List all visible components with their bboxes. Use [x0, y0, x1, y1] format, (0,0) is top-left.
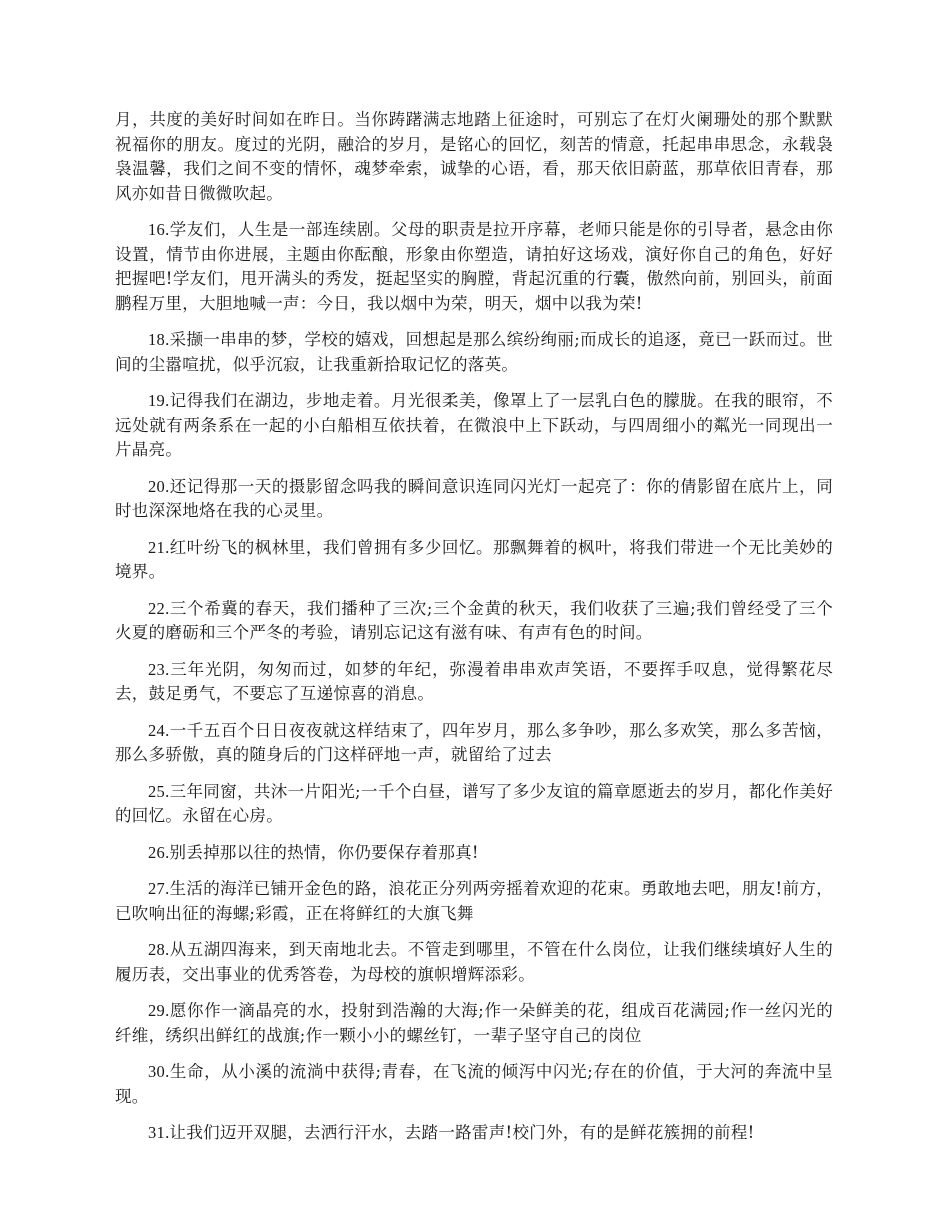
paragraph-26	[115, 841, 833, 866]
paragraph-number: 18.	[148, 330, 170, 349]
paragraph-text: 愿你作一滴晶亮的水，投射到浩瀚的大海;作一朵鲜美的花，组成百花满园;作一丝闪光的纤维，绣织出鲜红的战旗;作一颗小小的螺丝钉，一辈子坚守自己的岗位	[115, 1001, 833, 1045]
paragraph-29	[115, 999, 833, 1048]
paragraph-text: 三个希冀的春天，我们播种了三次;三个金黄的秋天，我们收获了三遍;我们曾经受了三个火夏的磨砺和三个严冬的考验，请别忘记这有滋有味、有声有色的时间。	[115, 598, 833, 642]
paragraph-continued	[115, 108, 833, 206]
document-body	[115, 108, 833, 1158]
paragraph-number: 22.	[148, 598, 170, 618]
paragraph-text: 三年同窗，共沐一片阳光;一千个白昼，谱写了多少友谊的篇章愿逝去的岁月，都化作美好的回忆。永留在心房。	[115, 781, 833, 825]
paragraph-number: 26.	[148, 842, 170, 862]
paragraph-number: 19.	[148, 391, 170, 410]
paragraph-text: 让我们迈开双腿，去洒行汗水，去踏一路雷声!校门外，有的是鲜花簇拥的前程!	[169, 1123, 755, 1142]
paragraph-text: 采撷一串串的梦，学校的嬉戏，回想起是那么缤纷绚丽;而成长的追逐，竟已一跃而过。世间的尘嚣喧扰，似乎沉寂，让我重新拾取记忆的落英。	[115, 330, 833, 374]
paragraph-text: 学友们，人生是一部连续剧。父母的职责是拉开序幕，老师只能是你的引导者，悬念由你设置，情节由你进展，主题由你酝酿，形象由你塑造，请拍好这场戏，演好你自己的角色，好好把握吧!学友们，甩开满头的秀发，挺起坚实的胸膛，背起沉重的行囊，傲然向前，别回头，前面鹏程万里，大胆地喊一声：今日，我以烟中为荣，明天，烟中以我为荣!	[115, 220, 833, 313]
paragraph-number: 29.	[148, 1001, 170, 1020]
paragraph-number: 20.	[148, 476, 170, 496]
paragraph-16	[115, 218, 833, 316]
paragraph-number: 24.	[148, 720, 170, 740]
paragraph-text: 生活的海洋已铺开金色的路，浪花正分列两旁摇着欢迎的花束。勇敢地去吧，朋友!前方，已吹响出征的海螺;彩霞，正在将鲜红的大旗飞舞	[115, 879, 833, 923]
paragraph-28	[115, 938, 833, 987]
paragraph-number: 30.	[148, 1062, 170, 1081]
paragraph-number: 21.	[148, 537, 170, 557]
paragraph-25	[115, 780, 833, 829]
paragraph-24	[115, 719, 833, 768]
paragraph-18	[115, 328, 833, 377]
paragraph-text: 一千五百个日日夜夜就这样结束了，四年岁月，那么多争吵，那么多欢笑，那么多苦恼，那么多骄傲，真的随身后的门这样砰地一声，就留给了过去	[115, 720, 833, 764]
paragraph-23	[115, 658, 833, 707]
paragraph-19	[115, 389, 833, 463]
paragraph-number: 23.	[148, 659, 170, 679]
paragraph-number: 25.	[148, 781, 170, 801]
paragraph-number: 28.	[148, 940, 170, 959]
paragraph-number: 16.	[148, 220, 170, 239]
paragraph-21	[115, 536, 833, 585]
paragraph-text: 三年光阴，匆匆而过，如梦的年纪，弥漫着串串欢声笑语，不要挥手叹息，觉得繁花尽去，鼓足勇气，不要忘了互递惊喜的消息。	[115, 659, 833, 703]
paragraph-text: 还记得那一天的摄影留念吗我的瞬间意识连同闪光灯一起亮了：你的倩影留在底片上，同时也深深地烙在我的心灵里。	[115, 476, 833, 520]
paragraph-27	[115, 877, 833, 926]
paragraph-text: 别丢掉那以往的热情，你仍要保存着那真!	[169, 842, 479, 862]
paragraph-30	[115, 1060, 833, 1109]
paragraph-text: 红叶纷飞的枫林里，我们曾拥有多少回忆。那飘舞着的枫叶，将我们带进一个无比美妙的境界。	[115, 537, 833, 581]
paragraph-text: 月，共度的美好时间如在昨日。当你踌躇满志地踏上征途时，可别忘了在灯火阑珊处的那个默默祝福你的朋友。度过的光阴，融洽的岁月，是铭心的回忆，刻苦的情意，托起串串思念，永载袅袅温馨，我们之间不变的情怀，魂梦牵索，诚挚的心语，看，那天依旧蔚蓝，那草依旧青春，那风亦如昔日微微吹起。	[115, 110, 833, 203]
paragraph-20	[115, 475, 833, 524]
paragraph-31	[115, 1121, 833, 1146]
paragraph-text: 生命，从小溪的流淌中获得;青春，在飞流的倾泻中闪光;存在的价值，于大河的奔流中呈现。	[115, 1062, 833, 1106]
paragraph-22	[115, 597, 833, 646]
paragraph-number: 27.	[148, 879, 170, 898]
paragraph-text: 从五湖四海来，到天南地北去。不管走到哪里，不管在什么岗位，让我们继续填好人生的履历表，交出事业的优秀答卷，为母校的旗帜增辉添彩。	[115, 940, 833, 984]
paragraph-text: 记得我们在湖边，步地走着。月光很柔美，像罩上了一层乳白色的朦胧。在我的眼帘，不远处就有两条系在一起的小白船相互依扶着，在微浪中上下跃动，与四周细小的粼光一同现出一片晶亮。	[115, 391, 833, 459]
paragraph-number: 31.	[148, 1123, 170, 1142]
